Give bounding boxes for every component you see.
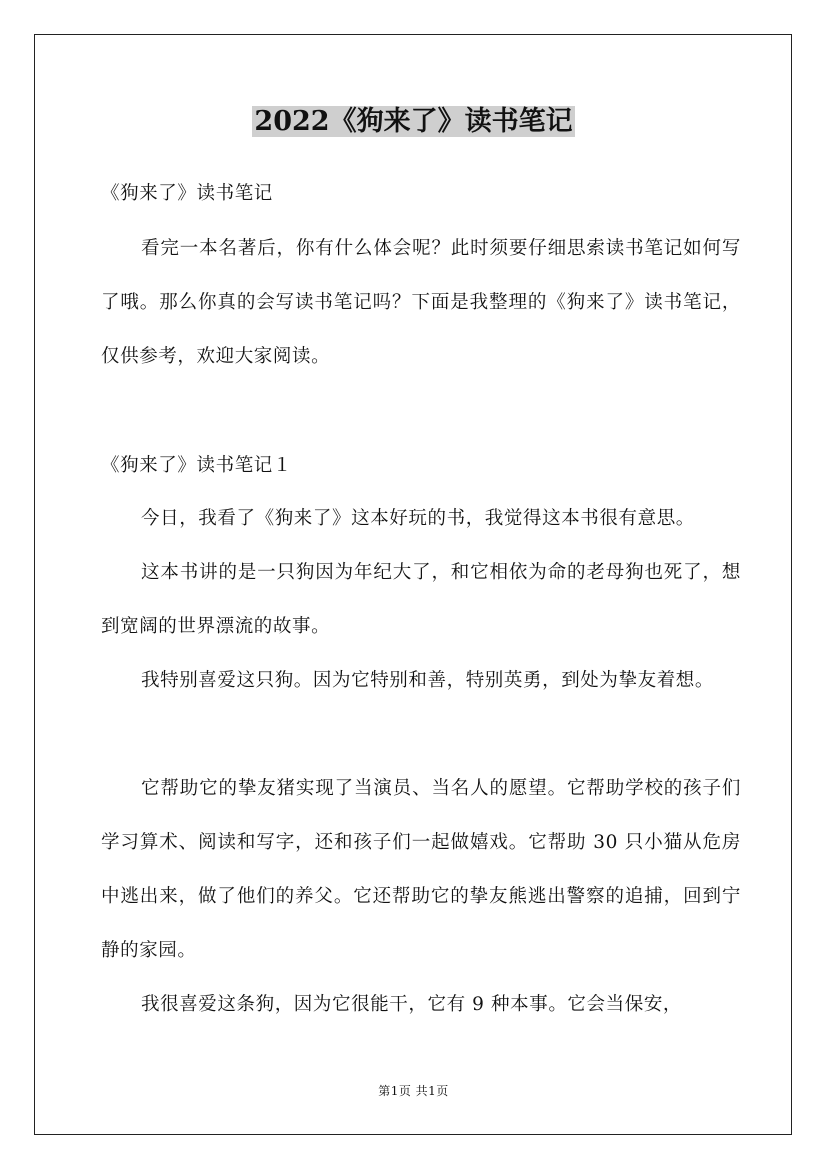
section-heading-1: 《狗来了》读书笔记１ [101,455,293,476]
intro-heading: 《狗来了》读书笔记 [101,183,273,204]
page-footer: 第1页 共1页 [378,1084,449,1098]
paragraph-2: 这本书讲的是一只狗因为年纪大了，和它相依为命的老母狗也死了，想到宽阔的世界漂流的故事。 [101,562,741,637]
paragraph-3: 我特别喜爱这只狗。因为它特别和善，特别英勇，到处为挚友着想。 [141,670,715,691]
paragraph-5: 我很喜爱这条狗，因为它很能干，它有 9 种本事。它会当保安， [141,994,683,1015]
paragraph-1: 今日，我看了《狗来了》这本好玩的书，我觉得这本书很有意思。 [141,508,695,529]
document-title-text: 2022《狗来了》读书笔记 [254,106,573,137]
intro-paragraph: 看完一本名著后，你有什么体会呢？此时须要仔细思索读书笔记如何写了哦。那么你真的会写读书笔记吗？下面是我整理的《狗来了》读书笔记，仅供参考，欢迎大家阅读。 [101,238,741,367]
document-title [0,104,827,140]
paragraph-4: 它帮助它的挚友猪实现了当演员、当名人的愿望。它帮助学校的孩子们学习算术、阅读和写字，还和孩子们一起做嬉戏。它帮助 30 只小猫从危房中逃出来，做了他们的养父。它还帮助它的挚友熊逃出警察的追捕，回到宁静的家园。 [101,778,741,961]
